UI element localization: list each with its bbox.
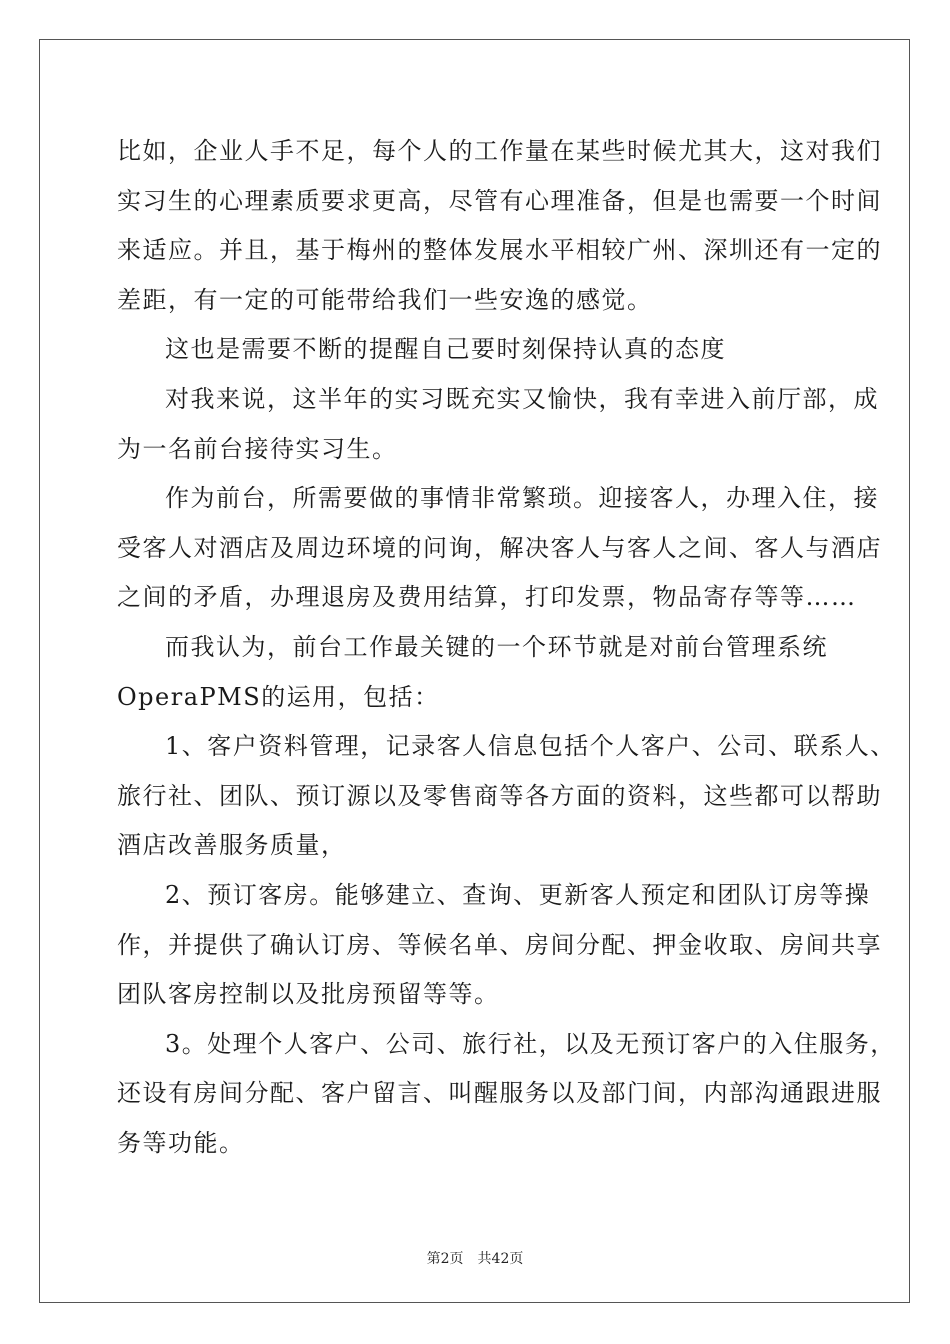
text-line-12: OperaPMS的运用，包括： — [117, 682, 440, 711]
text-line-9: 受客人对酒店及周边环境的问询，解决客人与客人之间、客人与酒店 — [117, 533, 882, 562]
text-line-6: 对我来说，这半年的实习既充实又愉快，我有幸进入前厅部，成 — [165, 384, 879, 413]
text-line-1: 比如，企业人手不足，每个人的工作量在某些时候尤其大，这对我们 — [117, 137, 882, 165]
text-line-3: 来适应。并且，基于梅州的整体发展水平相较广州、深圳还有一定的 — [117, 236, 882, 265]
text-line-20: 还设有房间分配、客户留言、叫醒服务以及部门间，内部沟通跟进服 — [117, 1079, 882, 1108]
page-number-total: 共42页 — [477, 1251, 524, 1267]
text-line-18: 团队客房控制以及批房预留等等。 — [117, 980, 500, 1009]
text-line-11: 而我认为，前台工作最关键的一个环节就是对前台管理系统 — [165, 632, 828, 661]
text-line-8: 作为前台，所需要做的事情非常繁琐。迎接客人，办理入住，接 — [165, 484, 879, 513]
text-line-15: 酒店改善服务质量， — [117, 831, 347, 860]
text-line-13: 1、客户资料管理，记录客人信息包括个人客户、公司、联系人、 — [165, 732, 896, 761]
text-line-10: 之间的矛盾，办理退房及费用结算，打印发票，物品寄存等等…… — [117, 583, 857, 612]
text-line-17: 作，并提供了确认订房、等候名单、房间分配、押金收取、房间共享 — [117, 930, 882, 959]
page-footer — [0, 1248, 950, 1268]
text-line-21: 务等功能。 — [117, 1128, 245, 1157]
document-body — [117, 127, 896, 1168]
page-number-current: 第2页 — [426, 1251, 464, 1267]
text-line-16: 2、预订客房。能够建立、查询、更新客人预定和团队订房等操 — [165, 880, 871, 909]
text-line-7: 为一名前台接待实习生。 — [117, 434, 398, 463]
text-line-5: 这也是需要不断的提醒自己要时刻保持认真的态度 — [165, 335, 726, 364]
text-line-19: 3。处理个人客户、公司、旅行社，以及无预订客户的入住服务， — [165, 1029, 896, 1058]
text-line-14: 旅行社、团队、预订源以及零售商等各方面的资料，这些都可以帮助 — [117, 781, 882, 810]
text-line-2: 实习生的心理素质要求更高，尽管有心理准备，但是也需要一个时间 — [117, 186, 882, 215]
text-line-4: 差距，有一定的可能带给我们一些安逸的感觉。 — [117, 285, 653, 314]
